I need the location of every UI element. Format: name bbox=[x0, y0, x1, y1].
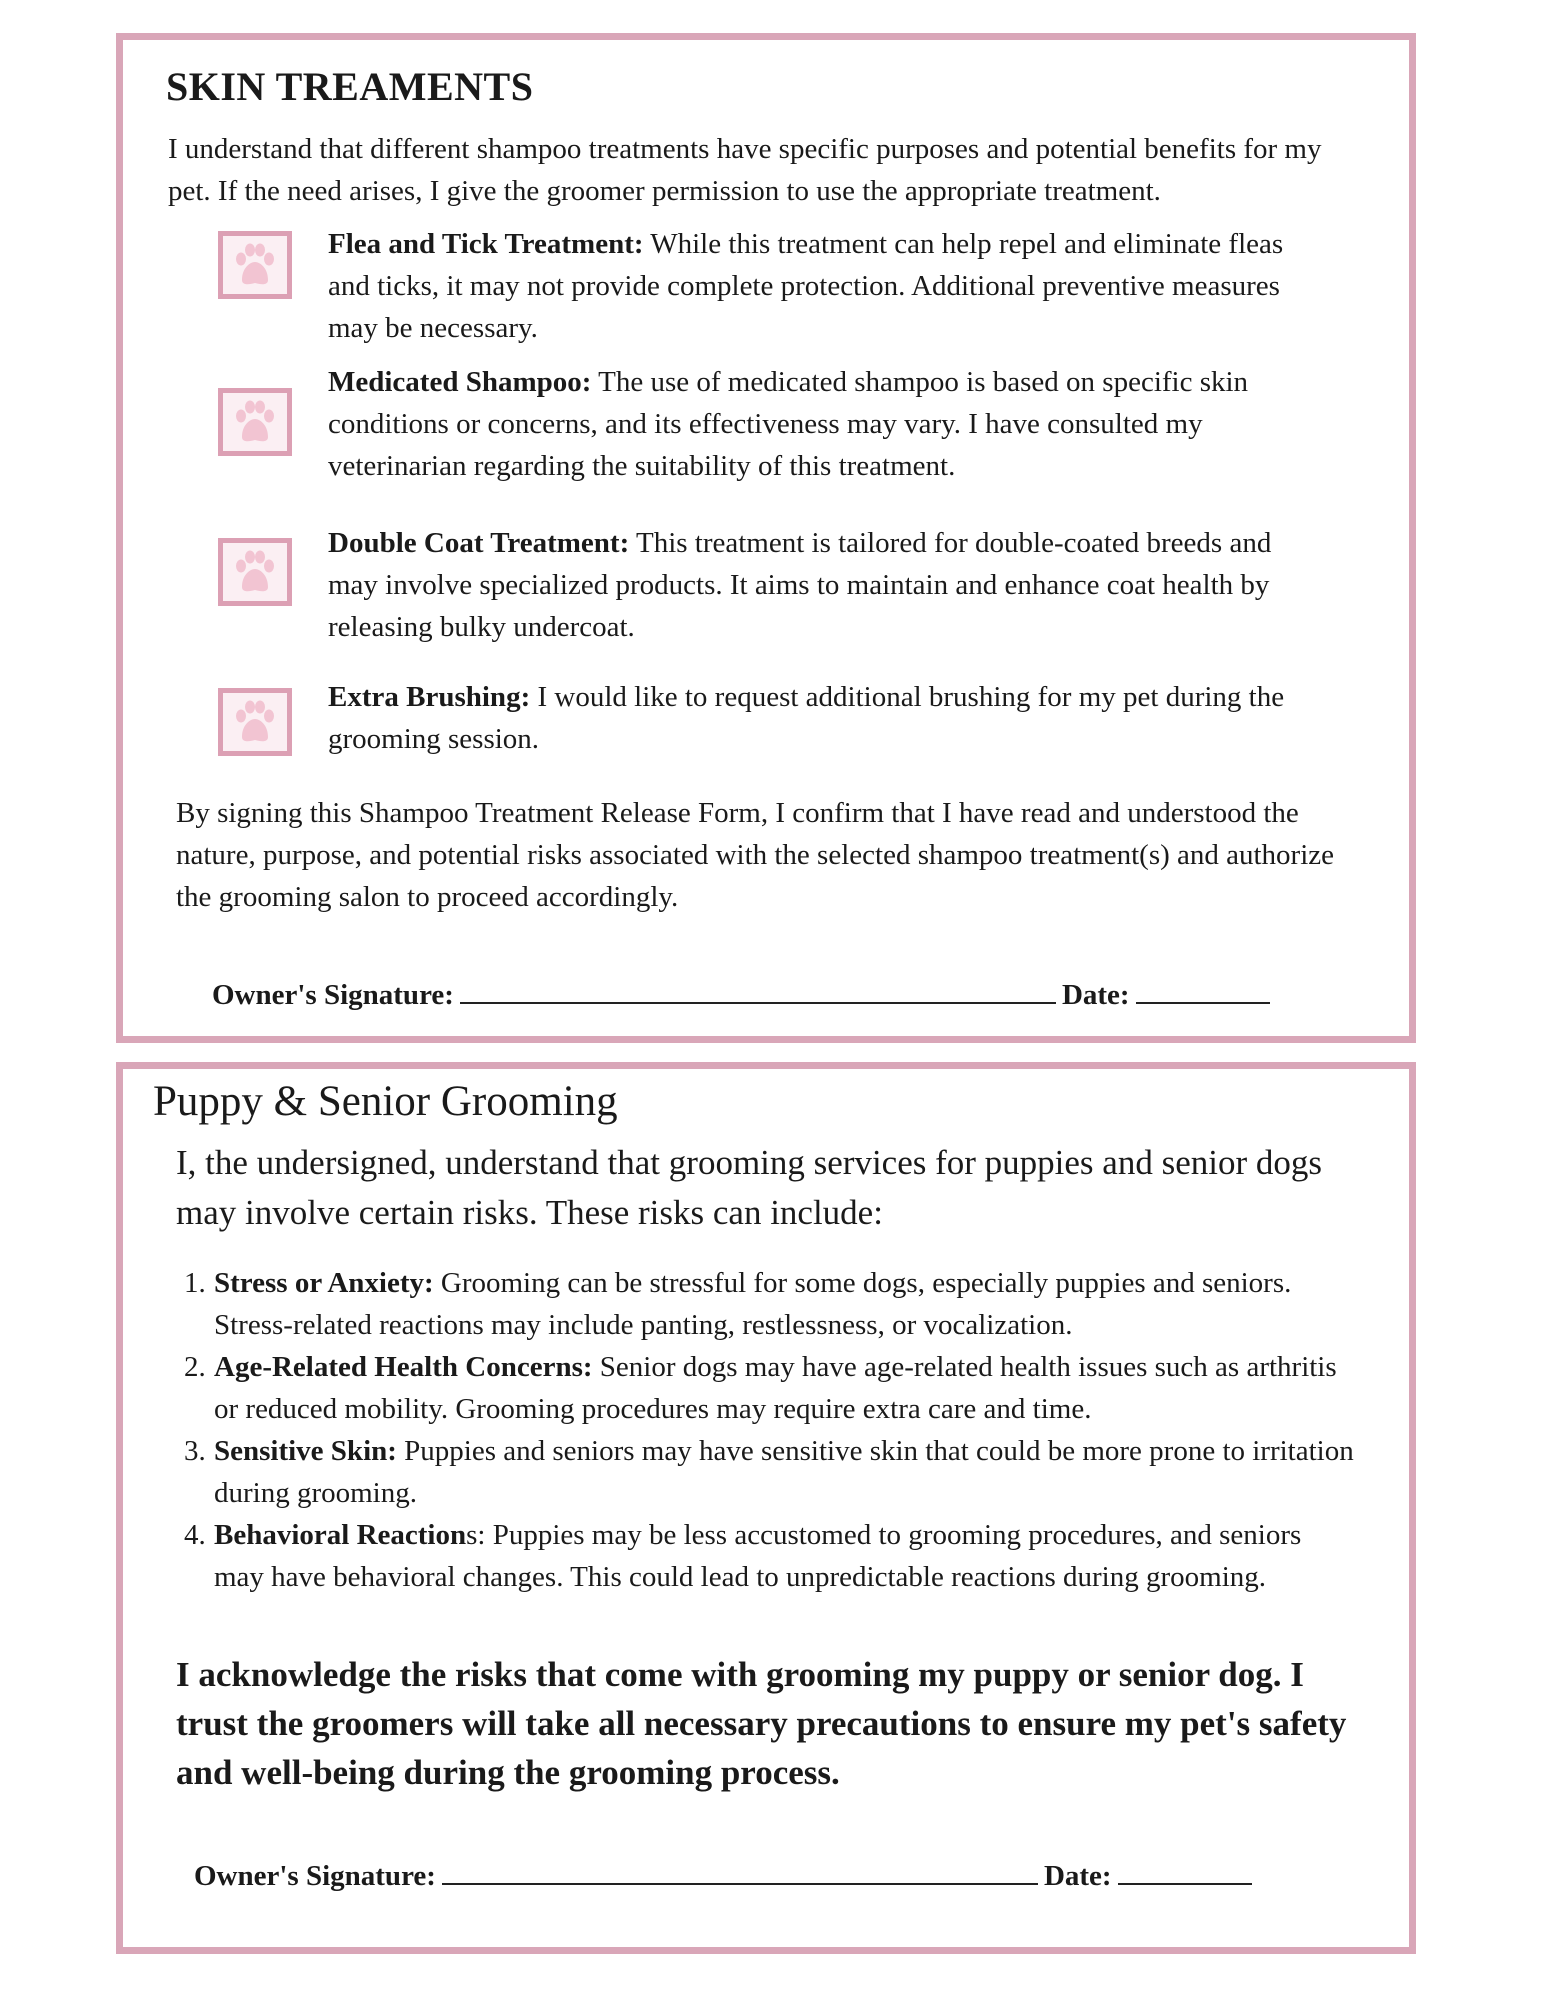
date-label: Date: bbox=[1043, 1860, 1112, 1892]
treatment-description: The use of medicated shampoo is based on specific skin conditions or concerns, and its effectiveness may vary. I have consulted my veterinarian regarding the suitability of this treatment. bbox=[328, 366, 1249, 482]
list-item bbox=[176, 1430, 1356, 1514]
treatment-description: While this treatment can help repel and eliminate fleas and ticks, it may not provide complete protection. Additional preventive measures may be necessary. bbox=[328, 228, 1284, 344]
list-item bbox=[176, 1514, 1356, 1598]
list-number: 1. bbox=[184, 1267, 206, 1299]
skin-treatments-intro: I understand that different shampoo treatments have specific purposes and potential benefits for my pet. If the need arises, I give the groomer permission to use the appropriate treatment. bbox=[168, 133, 1322, 207]
risk-name: Behavioral Reaction bbox=[214, 1519, 467, 1551]
signature-label: Owner's Signature: bbox=[194, 1860, 436, 1892]
skin-treatments-confirmation: By signing this Shampoo Treatment Release Form, I confirm that I have read and understood the nature, purpose, and potential risks associated with the selected shampoo treatment(s) and authorize the grooming salon to proceed accordingly. bbox=[176, 797, 1335, 913]
puppy-senior-acknowledgement: I acknowledge the risks that come with grooming my puppy or senior dog. I trust the groomers will take all necessary precautions to ensure my pet's safety and well-being during the grooming process. bbox=[176, 1655, 1347, 1792]
risk-name: Stress or Anxiety: bbox=[214, 1267, 434, 1299]
signature-label: Owner's Signature: bbox=[212, 979, 454, 1011]
signature-field[interactable] bbox=[442, 1857, 1038, 1885]
paw-icon bbox=[230, 697, 280, 747]
double-coat-checkbox[interactable] bbox=[218, 538, 292, 606]
risk-description: Senior dogs may have age-related health issues such as arthritis or reduced mobility. Grooming procedures may require extra care and time. bbox=[214, 1351, 1337, 1425]
risk-description: s: Puppies may be less accustomed to grooming procedures, and seniors may have behavioral changes. This could lead to unpredictable reactions during grooming. bbox=[214, 1519, 1302, 1593]
grooming-signature-row bbox=[194, 1857, 1258, 1893]
treatment-description: I would like to request additional brushing for my pet during the grooming session. bbox=[328, 681, 1285, 755]
list-number: 2. bbox=[184, 1351, 206, 1383]
treatment-name: Double Coat Treatment: bbox=[328, 527, 630, 559]
risk-name: Sensitive Skin: bbox=[214, 1435, 397, 1467]
date-field[interactable] bbox=[1118, 1857, 1252, 1885]
treatment-name: Flea and Tick Treatment: bbox=[328, 228, 644, 260]
signature-field[interactable] bbox=[460, 976, 1056, 1004]
flea-tick-checkbox[interactable] bbox=[218, 231, 292, 299]
list-item bbox=[176, 1346, 1356, 1430]
list-number: 4. bbox=[184, 1519, 206, 1551]
risk-name: Age-Related Health Concerns: bbox=[214, 1351, 593, 1383]
treatment-name: Medicated Shampoo: bbox=[328, 366, 592, 398]
puppy-senior-title: Puppy & Senior Grooming bbox=[153, 1078, 618, 1125]
risk-description: Grooming can be stressful for some dogs, especially puppies and seniors. Stress-related reactions may include panting, restlessness, or vocalization. bbox=[214, 1267, 1292, 1341]
risk-description: Puppies and seniors may have sensitive skin that could be more prone to irritation during grooming. bbox=[214, 1435, 1354, 1509]
list-item bbox=[176, 1262, 1356, 1346]
medicated-shampoo-checkbox[interactable] bbox=[218, 388, 292, 456]
puppy-senior-intro: I, the undersigned, understand that grooming services for puppies and senior dogs may involve certain risks. These risks can include: bbox=[176, 1143, 1322, 1232]
skin-treatments-title: SKIN TREAMENTS bbox=[166, 64, 534, 109]
date-field[interactable] bbox=[1136, 976, 1270, 1004]
list-number: 3. bbox=[184, 1435, 206, 1467]
risk-list bbox=[176, 1262, 1356, 1598]
paw-icon bbox=[230, 547, 280, 597]
paw-icon bbox=[230, 240, 280, 290]
paw-icon bbox=[230, 397, 280, 447]
date-label: Date: bbox=[1061, 979, 1130, 1011]
treatment-name: Extra Brushing: bbox=[328, 681, 531, 713]
skin-signature-row bbox=[212, 976, 1276, 1012]
extra-brushing-checkbox[interactable] bbox=[218, 688, 292, 756]
treatment-description: This treatment is tailored for double-coated breeds and may involve specialized products. It aims to maintain and enhance coat health by releasing bulky undercoat. bbox=[328, 527, 1272, 643]
